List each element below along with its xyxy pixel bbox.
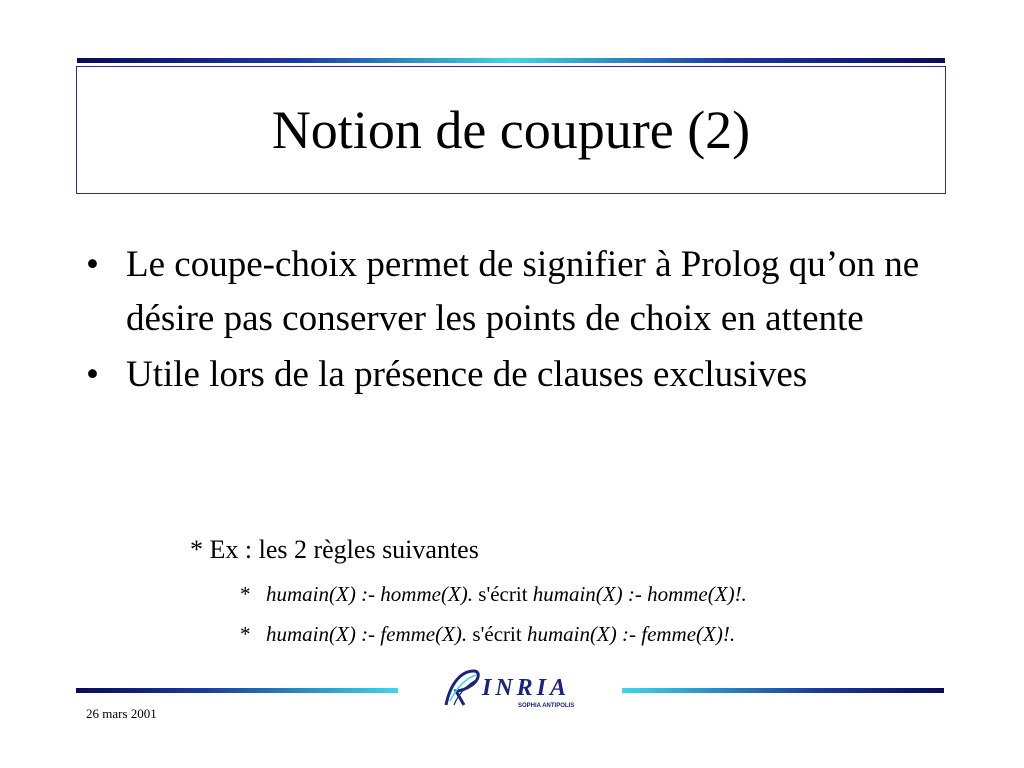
inria-logo-mark [446, 671, 478, 705]
bullet-dot: • [86, 354, 99, 395]
inria-logo-subtext: SOPHIA ANTIPOLIS [518, 703, 575, 709]
footer-date: 26 mars 2001 [86, 706, 157, 721]
example-connector: s'écrit [467, 622, 527, 646]
bullet-list [86, 238, 966, 404]
example-star: * [240, 622, 251, 646]
top-rule [77, 58, 945, 63]
footer-rule-right [622, 688, 944, 693]
example-rewritten: humain(X) :- femme(X)!. [526, 622, 736, 646]
footer-rule-left [76, 688, 398, 693]
example-intro: * Ex : les 2 règles suivantes [190, 535, 479, 564]
example-rule: humain(X) :- femme(X). [266, 622, 468, 646]
bullet-text: Utile lors de la présence de clauses exclusives [126, 354, 808, 395]
example-line [240, 580, 747, 608]
bullet-text: Le coupe-choix permet de signifier à Prolog qu’on ne désire pas conserver les points de choix en attente [126, 244, 920, 339]
example-rewritten: humain(X) :- homme(X)!. [532, 582, 747, 606]
title-box [76, 66, 946, 194]
example-star: * [240, 582, 251, 606]
slide-title: Notion de coupure (2) [271, 100, 751, 160]
example-rule: humain(X) :- homme(X). [266, 582, 474, 606]
inria-logo [440, 665, 600, 713]
inria-logo-text: INRIA [482, 675, 571, 701]
example-line [240, 620, 735, 648]
bullet-item [86, 348, 966, 402]
bullet-item [86, 238, 966, 346]
example-connector: s'écrit [473, 582, 533, 606]
bullet-dot: • [86, 244, 99, 285]
